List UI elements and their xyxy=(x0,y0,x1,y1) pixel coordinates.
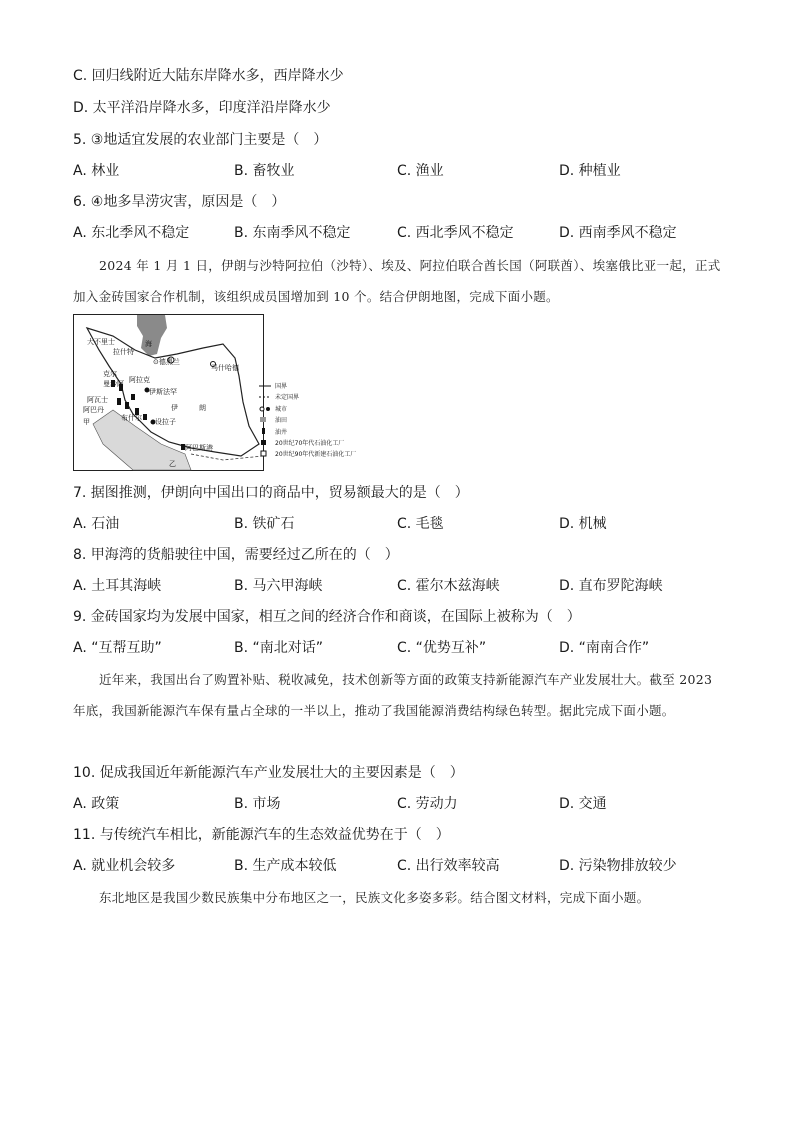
map-label-lang-char: 朗 xyxy=(199,404,206,412)
legend-border: 国界 xyxy=(275,383,288,390)
map-label-yi-char: 伊 xyxy=(171,404,178,412)
map-label-kerli: 克尔 xyxy=(103,370,117,378)
map-label-rasht: 拉什特 xyxy=(113,348,134,356)
map-label-arak: 阿拉克 xyxy=(129,376,150,384)
q4-option-c: C. 回归线附近大陆东岸降水多，西岸降水少 xyxy=(73,68,344,84)
q5-option-c: C. 渔业 xyxy=(397,163,444,179)
q7-option-b: B. 铁矿石 xyxy=(234,516,295,532)
q11-option-b: B. 生产成本较低 xyxy=(234,858,337,874)
map-label-bushehr: 布什尔 xyxy=(121,414,142,422)
map-label-tehran: ⊙德黑兰 xyxy=(153,358,180,366)
q11-option-d: D. 污染物排放较少 xyxy=(559,858,677,874)
map-label-kermanshah: 曼沙阿 xyxy=(103,380,124,388)
q11-option-c: C. 出行效率较高 xyxy=(397,858,500,874)
q9-option-a: A. “互帮互助” xyxy=(73,640,162,656)
map-legend xyxy=(259,382,356,458)
q9-option-b: B. “南北对话” xyxy=(234,640,324,656)
legend-plant-90s: 20世纪90年代新建石油化工厂 xyxy=(275,451,357,458)
q10-option-c: C. 劳动力 xyxy=(397,796,458,812)
q6-option-a: A. 东北季风不稳定 xyxy=(73,225,190,241)
map-label-tabriz: 大不里士 xyxy=(87,338,115,346)
q6-option-d: D. 西南季风不稳定 xyxy=(559,225,677,241)
map-label-shiraz: 设拉子 xyxy=(155,418,176,426)
q10-option-b: B. 市场 xyxy=(234,796,281,812)
q6-option-b: B. 东南季风不稳定 xyxy=(234,225,351,241)
q9-option-d: D. “南南合作” xyxy=(559,640,650,656)
map-label-isfahan: 伊斯法罕 xyxy=(149,388,177,396)
q11-stem: 11. 与传统汽车相比，新能源汽车的生态效益优势在于（ ） xyxy=(73,827,450,843)
q7-stem: 7. 据图推测，伊朗向中国出口的商品中，贸易额最大的是（ ） xyxy=(73,485,469,501)
q11-option-a: A. 就业机会较多 xyxy=(73,858,176,874)
legend-city: 城市 xyxy=(275,406,288,413)
q8-option-a: A. 土耳其海峡 xyxy=(73,578,162,594)
q5-option-d: D. 种植业 xyxy=(559,163,621,179)
map-label-jia: 甲 xyxy=(83,418,90,426)
legend-undefined-border: 未定国界 xyxy=(275,394,300,401)
passage-nev: 近年来，我国出台了购置补贴、税收减免，技术创新等方面的政策支持新能源汽车产业发展壮大。截至 2023 年底，我国新能源汽车保有量占全球的一半以上，推动了我国能源消费结构绿色转型。据此完成下面小题。 xyxy=(73,672,713,718)
q5-option-b: B. 畜牧业 xyxy=(234,163,295,179)
q7-option-d: D. 机械 xyxy=(559,516,607,532)
q9-stem: 9. 金砖国家均为发展中国家，相互之间的经济合作和商谈，在国际上被称为（ ） xyxy=(73,609,581,625)
map-label-abadan: 阿巴丹 xyxy=(83,406,104,414)
q10-option-d: D. 交通 xyxy=(559,796,607,812)
map-label-mashhad: 马什哈德 xyxy=(211,364,239,372)
q8-option-c: C. 霍尔木兹海峡 xyxy=(397,578,500,594)
q6-option-c: C. 西北季风不稳定 xyxy=(397,225,514,241)
q8-stem: 8. 甲海湾的货船驶往中国，需要经过乙所在的（ ） xyxy=(73,547,399,563)
map-label-yi: 乙 xyxy=(169,460,176,468)
q6-stem: 6. ④地多旱涝灾害，原因是（ ） xyxy=(73,194,286,210)
q8-option-b: B. 马六甲海峡 xyxy=(234,578,323,594)
q5-stem: 5. ③地适宜发展的农业部门主要是（ ） xyxy=(73,132,328,148)
q4-option-d: D. 太平洋沿岸降水多，印度洋沿岸降水少 xyxy=(73,100,331,116)
passage-northeast: 东北地区是我国少数民族集中分布地区之一，民族文化多姿多彩。结合图文材料，完成下面小题。 xyxy=(99,890,650,905)
q10-option-a: A. 政策 xyxy=(73,796,120,812)
q7-option-a: A. 石油 xyxy=(73,516,120,532)
iran-map xyxy=(73,314,363,471)
legend-oilfield: 油田 xyxy=(275,417,288,424)
map-label-ahvaz: 阿瓦士 xyxy=(87,396,108,404)
passage-iran: 2024 年 1 月 1 日，伊朗与沙特阿拉伯（沙特）、埃及、阿拉伯联合酋长国（阿联酋）、埃塞俄比亚一起，正式加入金砖国家合作机制，该组织成员国增加到 10 个。结合伊朗地图，完成下面小题。 xyxy=(73,258,721,304)
legend-oilwell: 油井 xyxy=(275,429,288,436)
q8-option-d: D. 直布罗陀海峡 xyxy=(559,578,663,594)
map-label-bandar-abbas: 阿巴斯港 xyxy=(185,444,213,452)
q9-option-c: C. “优势互补” xyxy=(397,640,487,656)
q5-option-a: A. 林业 xyxy=(73,163,120,179)
q10-stem: 10. 促成我国近年新能源汽车产业发展壮大的主要因素是（ ） xyxy=(73,765,464,781)
q7-option-c: C. 毛毯 xyxy=(397,516,444,532)
map-label-caspian: 海 xyxy=(145,340,152,348)
legend-plant-70s: 20世纪70年代石油化工厂 xyxy=(275,440,345,447)
